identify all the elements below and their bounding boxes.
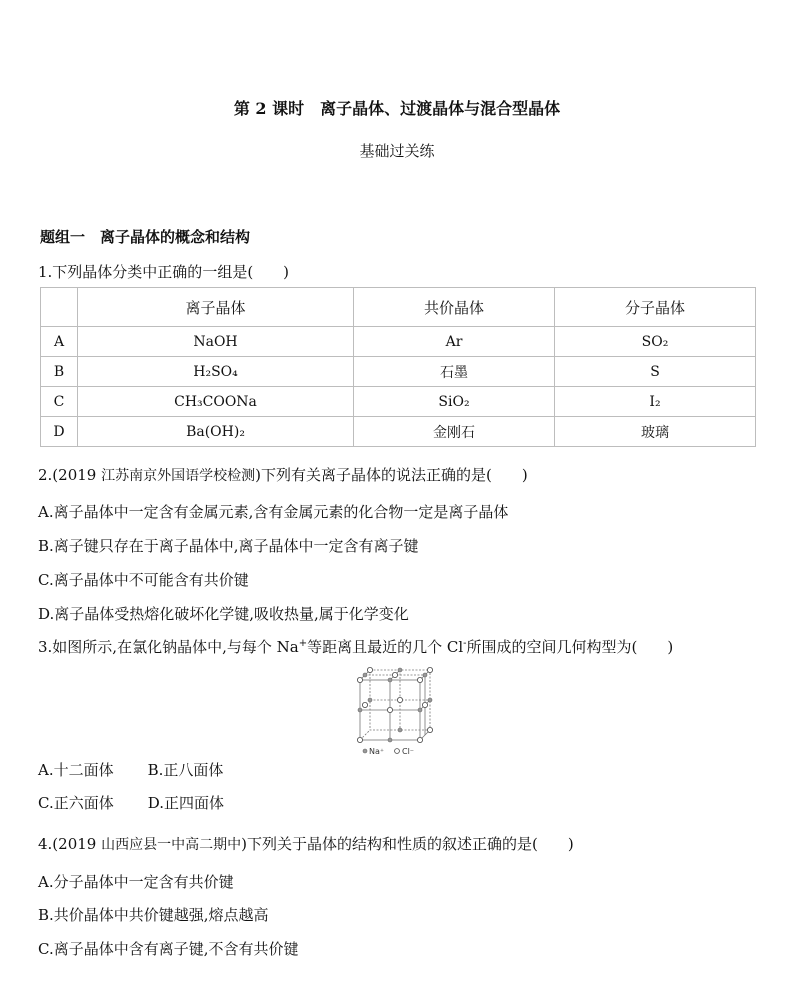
- na-legend-marker: [363, 749, 367, 753]
- table-row: [41, 417, 756, 447]
- na-charge: +: [298, 638, 308, 649]
- table-header-row: [41, 288, 756, 327]
- q1-stem: 1.下列晶体分类中正确的一组是( ): [38, 263, 290, 281]
- q3-options-row-2: [38, 792, 224, 813]
- q2-option-c: C.离子晶体中不可能含有共价键: [38, 571, 249, 589]
- q4-option-b: B.共价晶体中共价键越强,熔点越高: [38, 906, 269, 924]
- cell-molecular: SO₂: [555, 327, 756, 357]
- q1-table: [40, 287, 756, 447]
- q2-stem: [38, 464, 528, 485]
- cell-ionic: NaOH: [78, 327, 354, 357]
- q4-option-c: C.离子晶体中含有离子键,不含有共价键: [38, 940, 299, 958]
- q4-option-a: A.分子晶体中一定含有共价键: [38, 873, 234, 891]
- q2-source: 江苏南京外国语学校检测: [101, 468, 256, 484]
- row-label: A: [41, 327, 78, 357]
- q3-option-d: D.正四面体: [147, 794, 224, 812]
- q4-question: )下列关于晶体的结构和性质的叙述正确的是( ): [241, 835, 574, 853]
- q3-option-a: A.十二面体: [38, 761, 114, 779]
- nacl-lattice-diagram: [356, 664, 446, 756]
- header-molecular: 分子晶体: [555, 288, 756, 327]
- q2-option-b: B.离子键只存在于离子晶体中,离子晶体中一定含有离子键: [38, 537, 419, 555]
- cell-molecular: S: [555, 357, 756, 387]
- na-legend-label: Na⁺: [369, 747, 385, 756]
- header-empty-cell: [41, 288, 78, 327]
- q3-options-row-1: [38, 759, 223, 780]
- cell-molecular: 玻璃: [555, 417, 756, 447]
- page-subtitle: 基础过关练: [359, 142, 435, 160]
- row-label: D: [41, 417, 78, 447]
- page-title: 第 2 课时 离子晶体、过渡晶体与混合型晶体: [233, 99, 561, 118]
- q3-stem-part-2: 等距离且最近的几个 Cl: [307, 638, 464, 656]
- nacl-crystal-figure: [356, 664, 446, 760]
- cell-molecular: I₂: [555, 387, 756, 417]
- header-covalent: 共价晶体: [354, 288, 555, 327]
- section-heading: 题组一 离子晶体的概念和结构: [40, 228, 251, 246]
- cell-covalent: 金刚石: [354, 417, 555, 447]
- cell-ionic: H₂SO₄: [78, 357, 354, 387]
- cl-legend-marker: [395, 749, 400, 754]
- cell-covalent: Ar: [354, 327, 555, 357]
- row-label: B: [41, 357, 78, 387]
- q3-stem: [38, 636, 673, 657]
- q2-question: )下列有关离子晶体的说法正确的是( ): [255, 466, 528, 484]
- q3-option-b: B.正八面体: [147, 761, 224, 779]
- q3-stem-part-3: 所围成的空间几何构型为( ): [466, 638, 674, 656]
- cell-covalent: 石墨: [354, 357, 555, 387]
- q2-prefix: 2.(2019: [38, 466, 97, 484]
- table-row: [41, 357, 756, 387]
- q4-prefix: 4.(2019: [38, 835, 97, 853]
- cell-ionic: Ba(OH)₂: [78, 417, 354, 447]
- header-ionic: 离子晶体: [78, 288, 354, 327]
- cell-covalent: SiO₂: [354, 387, 555, 417]
- q4-stem: [38, 833, 574, 854]
- q3-stem-part-1: 3.如图所示,在氯化钠晶体中,与每个 Na: [38, 638, 299, 656]
- q4-source: 山西应县一中高二期中: [101, 837, 242, 853]
- cell-ionic: CH₃COONa: [78, 387, 354, 417]
- table-row: [41, 387, 756, 417]
- cl-charge: -: [463, 638, 467, 649]
- cl-legend-label: Cl⁻: [402, 747, 415, 756]
- q3-option-c: C.正六面体: [38, 794, 114, 812]
- table-row: [41, 327, 756, 357]
- row-label: C: [41, 387, 78, 417]
- q2-option-a: A.离子晶体中一定含有金属元素,含有金属元素的化合物一定是离子晶体: [38, 503, 509, 521]
- q2-option-d: D.离子晶体受热熔化破坏化学键,吸收热量,属于化学变化: [38, 605, 409, 623]
